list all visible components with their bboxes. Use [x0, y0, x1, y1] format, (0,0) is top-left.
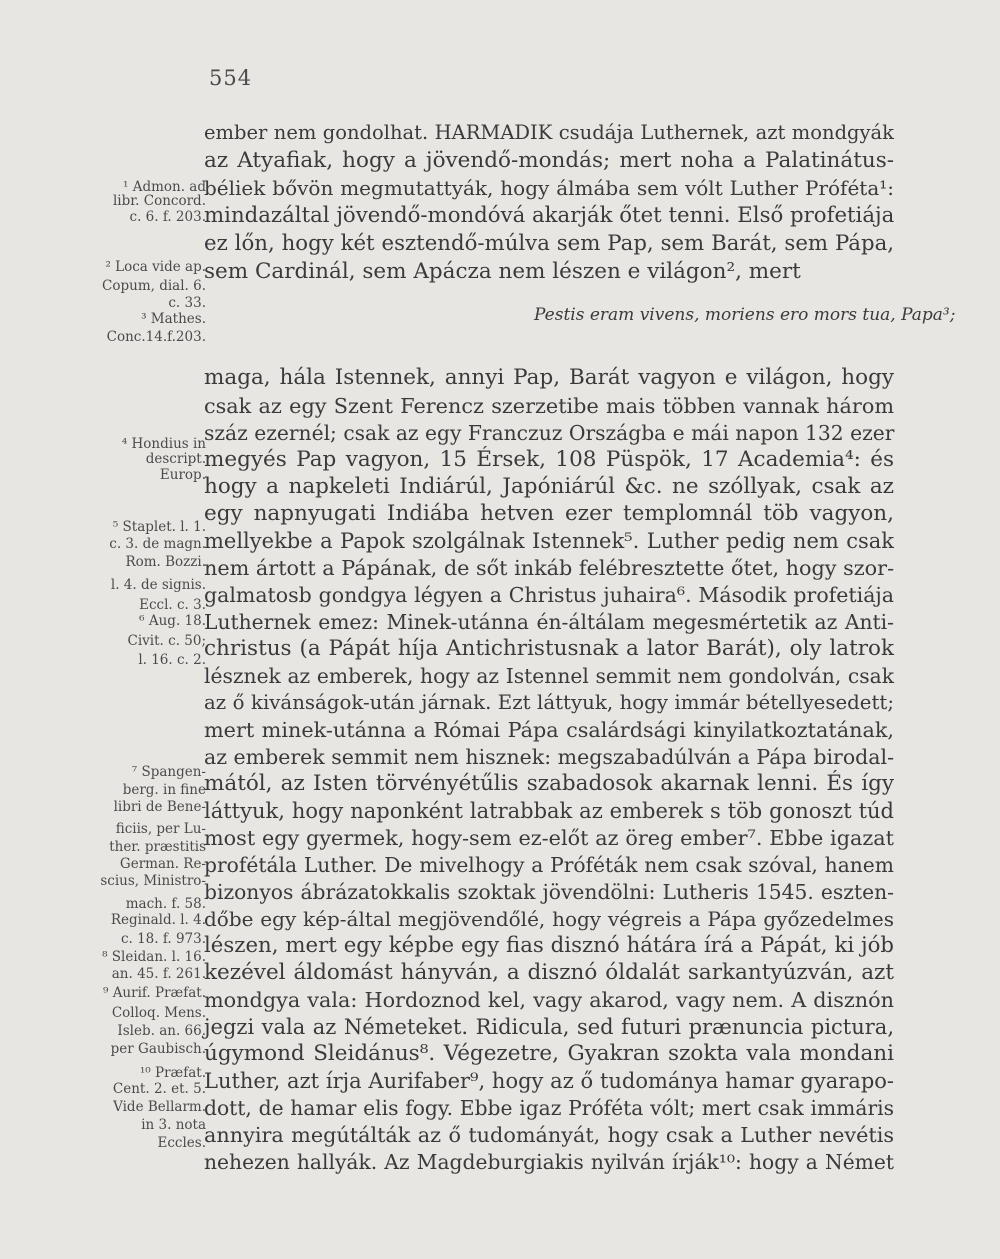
text-line: Luthernek emez: Minek-utánna én-áltálam megesmértetik az Anti- — [204, 610, 894, 634]
margin-note: in 3. nota — [141, 1117, 206, 1133]
text-line: egy napnyugati Indiába hetven ezer templomnál töb vagyon, — [204, 501, 894, 526]
text-line: nehezen hallyák. Az Magdeburgiakis nyilván írják¹⁰: hogy a Német — [204, 1150, 894, 1174]
text-line: nem ártott a Pápának, de sőt inkáb felébresztette őtet, hogy szor- — [204, 556, 895, 580]
margin-note: scius, Ministro- — [100, 873, 206, 889]
text-line: jegzi vala az Németeket. Ridicula, sed futuri prænuncia pictura, — [204, 1015, 894, 1039]
text-line: az emberek semmit nem hisznek: megszabadúlván a Pápa birodal- — [204, 745, 894, 769]
margin-note: Colloq. Mens. — [111, 1005, 206, 1021]
text-line: száz ezernél; csak az egy Franczuz Országba e mái napon 132 ezer — [204, 421, 895, 445]
margin-note: ⁴ Hondius in — [121, 436, 206, 452]
margin-note: ¹ Admon. ad — [123, 179, 206, 195]
text-line: mindazáltal jövendő-mondóvá akarják őtet tenni. Első profetiája — [204, 203, 895, 228]
margin-note: mach. f. 58. — [125, 896, 206, 912]
margin-note: Copum, dial. 6. — [102, 278, 206, 294]
margin-note: c. 18. f. 973. — [120, 931, 206, 947]
text-line: profétála Luther. De mivelhogy a Próféták nem csak szóval, hanem — [204, 853, 894, 877]
text-line: sem Cardinál, sem Apácza nem lészen e világon², mert — [204, 259, 801, 284]
margin-note: Reginald. l. 4. — [110, 912, 206, 928]
margin-note: c. 6. f. 203. — [129, 209, 206, 225]
margin-note: c. 33. — [168, 295, 206, 311]
text-line: mert minek-utánna a Római Pápa csalárdsági kinyilatkoztatának, — [204, 718, 894, 742]
margin-note: ⁵ Staplet. l. 1. — [112, 519, 206, 535]
text-line: christus (a Pápát híja Antichristusnak a lator Barát), oly latrok — [204, 636, 894, 661]
margin-note: ² Loca vide ap. — [105, 259, 206, 275]
text-line: ez lőn, hogy két esztendő-múlva sem Pap, sem Barát, sem Pápa, — [204, 231, 894, 256]
margin-note: an. 45. f. 261. — [111, 966, 206, 982]
text-line: kezével áldomást hányván, a disznó óldalát sarkantyúzván, azt — [204, 960, 894, 985]
margin-note: ⁸ Sleidan. l. 16. — [102, 949, 206, 965]
text-line: annyira megútálták az ő tudományát, hogy csak a Luther nevétis — [204, 1123, 894, 1147]
text-line: dott, de hamar elis fogy. Ebbe igaz Próféta vólt; mert csak immáris — [204, 1096, 894, 1120]
text-line: Luther, azt írja Aurifaber⁹, hogy az ő tudománya hamar gyarapo- — [204, 1069, 894, 1093]
margin-note: ⁶ Aug. 18. — [139, 613, 206, 629]
page-number: 554 — [209, 66, 253, 90]
text-line: megyés Pap vagyon, 15 Érsek, 108 Püspök, 17 Academia⁴: és — [204, 447, 894, 472]
text-line: ember nem gondolhat. HARMADIK csudája Luthernek, azt mondgyák — [204, 121, 894, 144]
margin-note: ¹⁰ Præfat. — [139, 1065, 206, 1081]
margin-note: libr. Concord. — [112, 193, 206, 209]
margin-note: berg. in fine — [122, 782, 206, 798]
text-line: maga, hála Istennek, annyi Pap, Barát vagyon e világon, hogy — [204, 365, 894, 390]
margin-note: German. Re- — [119, 856, 206, 872]
text-line: bizonyos ábrázatokkalis szoktak jövendölni: Lutheris 1545. eszten- — [204, 880, 894, 904]
margin-note: Cent. 2. et. 5. — [112, 1081, 206, 1097]
margin-note: Eccl. c. 3. — [139, 597, 206, 613]
text-line: lészen, mert egy képbe egy fias disznó hátára írá a Pápát, ki jób — [204, 933, 894, 958]
text-line: csak az egy Szent Ferencz szerzetibe mais többen vannak három — [204, 394, 894, 418]
text-line: mától, az Isten törvényétűlis szabadosok akarnak lenni. És így — [204, 771, 894, 796]
margin-note: Conc.14.f.203. — [106, 329, 206, 345]
text-line: úgymond Sleidánus⁸. Végezetre, Gyakran szokta vala mondani — [204, 1041, 894, 1066]
latin-quote: Pestis eram vivens, moriens ero mors tua, Papa³; — [534, 305, 956, 325]
margin-note: Eccles. — [157, 1135, 206, 1151]
text-line: láttyuk, hogy naponként latrabbak az emberek s töb gonoszt túd — [204, 799, 894, 823]
text-line: béliek bővön megmutattyák, hogy álmába sem vólt Luther Próféta¹: — [204, 176, 894, 200]
text-line: galmatosb gondgya légyen a Christus juhaira⁶. Második profetiája — [204, 583, 894, 607]
margin-note: l. 16. c. 2. — [138, 652, 206, 668]
margin-note: Isleb. an. 66. — [117, 1023, 206, 1039]
margin-note: c. 3. de magn. — [109, 536, 206, 552]
margin-note: Vide Bellarm. — [113, 1099, 206, 1115]
text-line: mondgya vala: Hordoznod kel, vagy akarod, vagy nem. A disznón — [204, 988, 894, 1012]
margin-note: Civit. c. 50; — [127, 633, 206, 649]
text-line: mellyekbe a Papok szolgálnak Istennek⁵. Luther pedig nem csak — [204, 529, 894, 553]
text-line: lésznek az emberek, hogy az Istennel semmit nem gondolván, csak — [204, 664, 894, 688]
margin-note: per Gaubisch. — [110, 1041, 206, 1057]
margin-note: ther. præstitis — [109, 839, 206, 855]
text-line: dőbe egy kép-által megjövendőlé, hogy végreis a Pápa győzedelmes — [204, 907, 894, 931]
margin-note: ⁷ Spangen- — [131, 764, 206, 780]
margin-note: Europ. — [159, 467, 206, 483]
text-line: most egy gyermek, hogy-sem ez-előt az öreg ember⁷. Ebbe igazat — [204, 826, 894, 850]
margin-note: ³ Mathes. — [141, 311, 206, 327]
margin-note: Rom. Bozzi. — [125, 554, 206, 570]
text-line: hogy a napkeleti Indiárúl, Japóniárúl &c. ne szóllyak, csak az — [204, 474, 894, 499]
margin-note: libri de Bene- — [113, 799, 206, 815]
text-line: az ő kivánságok-után járnak. Ezt láttyuk, hogy immár bétellyesedett; — [204, 691, 894, 714]
margin-note: ⁹ Aurif. Præfat. — [102, 985, 206, 1001]
margin-note: l. 4. de signis. — [110, 577, 206, 593]
margin-note: descript. — [145, 451, 206, 467]
margin-note: ficiis, per Lu- — [115, 821, 206, 837]
text-line: az Atyafiak, hogy a jövendő-mondás; mert noha a Palatinátus- — [204, 148, 894, 173]
